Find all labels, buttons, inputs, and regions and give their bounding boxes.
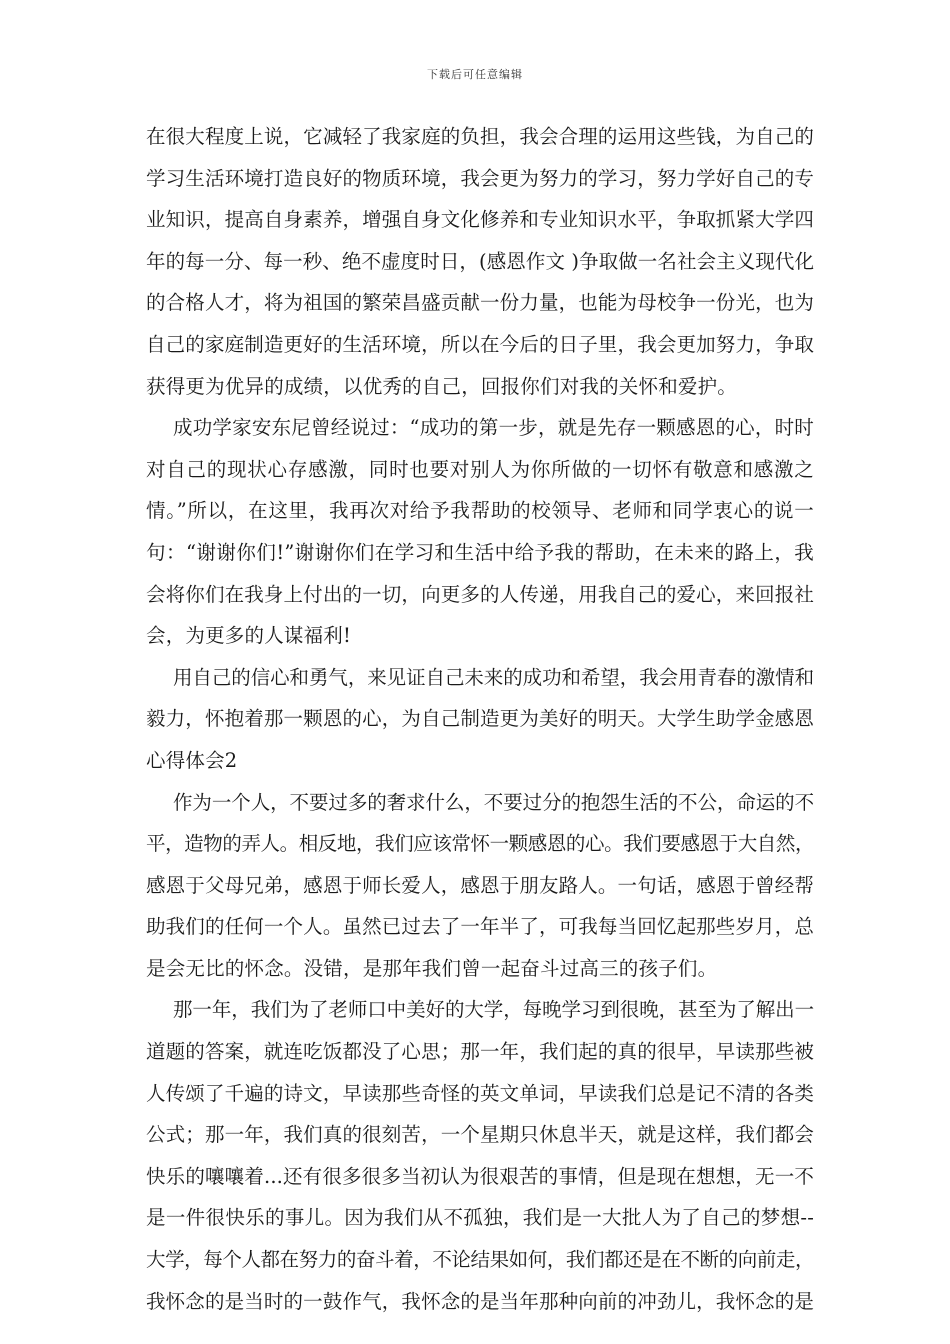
text-line: 的合格人才，将为祖国的繁荣昌盛贡献一份力量，也能为母校争一份光，也为	[146, 291, 814, 315]
text-line: 年的每一分、每一秒、绝不虚度时日，(感恩作文 )争取做一名社会主义现代化	[146, 249, 814, 273]
text-line: 获得更为优异的成绩，以优秀的自己，回报你们对我的关怀和爱护。	[146, 374, 738, 398]
paragraph-first-line: 用自己的信心和勇气，来见证自己未来的成功和希望，我会用青春的激情和	[173, 665, 814, 689]
text-line: 道题的答案，就连吃饭都没了心思；那一年，我们起的真的很早，早读那些被	[146, 1040, 814, 1064]
text-line: 会将你们在我身上付出的一切，向更多的人传递，用我自己的爱心，来回报社	[146, 582, 814, 606]
text-line: 在很大程度上说，它减轻了我家庭的负担，我会合理的运用这些钱，为自己的	[146, 125, 814, 148]
text-line: 是会无比的怀念。没错，是那年我们曾一起奋斗过高三的孩子们。	[146, 956, 718, 980]
text-line: 句：“谢谢你们!”谢谢你们在学习和生活中给予我的帮助，在未来的路上，我	[146, 540, 814, 564]
text-line: 会，为更多的人谋福利!	[146, 624, 352, 648]
text-line: 毅力，怀抱着那一颗恩的心，为自己制造更为美好的明天。大学生助学金感恩	[146, 707, 814, 731]
text-line: 业知识，提高自身素养，增强自身文化修养和专业知识水平，争取抓紧大学四	[146, 208, 814, 232]
text-line: 助我们的任何一个人。虽然已过去了一年半了，可我每当回忆起那些岁月，总	[146, 915, 814, 939]
text-line: 我怀念的是当时的一鼓作气，我怀念的是当年那种向前的冲劲儿，我怀念的是	[146, 1289, 814, 1313]
text-line: 学习生活环境打造良好的物质环境，我会更为努力的学习，努力学好自己的专	[146, 166, 814, 190]
text-line: 大学，每个人都在努力的奋斗着，不论结果如何，我们都还是在不断的向前走，	[146, 1248, 814, 1272]
text-line: 对自己的现状心存感激，同时也要对别人为你所做的一切怀有敬意和感激之	[146, 457, 814, 481]
text-line: 是一件很快乐的事儿。因为我们从不孤独，我们是一大批人为了自己的梦想--	[146, 1206, 814, 1230]
text-line: 快乐的嚷嚷着...还有很多很多当初认为很艰苦的事情，但是现在想想，无一不	[146, 1164, 814, 1188]
text-line: 自己的家庭制造更好的生活环境，所以在今后的日子里，我会更加努力，争取	[146, 332, 814, 356]
section-title-line: 心得体会2	[146, 748, 238, 772]
text-line: 公式；那一年，我们真的很刻苦，一个星期只休息半天，就是这样，我们都会	[146, 1123, 814, 1147]
paragraph-first-line: 作为一个人，不要过多的奢求什么，不要过分的抱怨生活的不公，命运的不	[173, 790, 814, 814]
text-line: 情。”所以，在这里，我再次对给予我帮助的校领导、老师和同学衷心的说一	[146, 499, 814, 523]
paragraph-first-line: 成功学家安东尼曾经说过：“成功的第一步，就是先存一颗感恩的心，时时	[173, 416, 814, 440]
text-line: 人传颂了千遍的诗文，早读那些奇怪的英文单词，早读我们总是记不清的各类	[146, 1081, 814, 1105]
text-line: 平，造物的弄人。相反地，我们应该常怀一颗感恩的心。我们要感恩于大自然，	[146, 832, 814, 856]
page-header: 下载后可任意编辑	[427, 68, 523, 81]
document-body	[146, 116, 814, 1322]
paragraph-first-line: 那一年，我们为了老师口中美好的大学，每晚学习到很晚，甚至为了解出一	[173, 998, 814, 1022]
text-line: 感恩于父母兄弟，感恩于师长爱人，感恩于朋友路人。一句话，感恩于曾经帮	[146, 873, 814, 897]
